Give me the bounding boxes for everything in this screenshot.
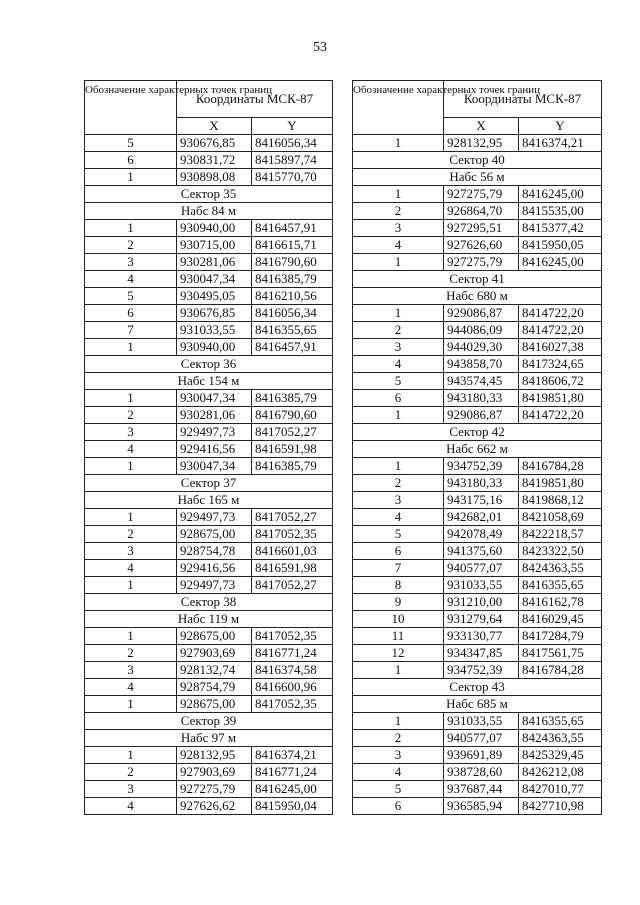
y-coordinate: 8416457,91 (252, 220, 333, 237)
table-row (353, 611, 602, 628)
point-number: 2 (353, 730, 444, 747)
y-coordinate: 8416355,65 (252, 322, 333, 339)
table-row (85, 237, 333, 254)
section-row (353, 696, 602, 713)
x-coordinate: 929497,73 (177, 509, 252, 526)
table-row (353, 305, 602, 322)
section-title: Сектор 38 (85, 594, 333, 611)
section-row (85, 713, 333, 730)
table-row (85, 509, 333, 526)
point-number: 2 (353, 475, 444, 492)
table-row (353, 390, 602, 407)
section-title: Набс 84 м (85, 203, 333, 220)
y-coordinate: 8416027,38 (519, 339, 602, 356)
y-coordinate: 8416790,60 (252, 254, 333, 271)
point-number: 8 (353, 577, 444, 594)
point-number: 1 (85, 339, 177, 356)
point-number: 1 (353, 407, 444, 424)
table-row (353, 475, 602, 492)
x-coordinate: 930047,34 (177, 458, 252, 475)
point-number: 2 (353, 203, 444, 220)
y-coordinate: 8416245,00 (519, 186, 602, 203)
y-coordinate: 8419868,12 (519, 492, 602, 509)
section-title: Сектор 40 (353, 152, 602, 169)
table-row (85, 458, 333, 475)
point-number: 4 (85, 560, 177, 577)
point-number: 1 (85, 458, 177, 475)
section-row (353, 288, 602, 305)
x-coordinate: 928675,00 (177, 696, 252, 713)
table-row (353, 560, 602, 577)
table-row (353, 237, 602, 254)
y-coordinate: 8416374,21 (252, 747, 333, 764)
y-coordinate: 8416784,28 (519, 458, 602, 475)
table-row (85, 424, 333, 441)
x-coordinate: 930831,72 (177, 152, 252, 169)
x-coordinate: 927626,62 (177, 798, 252, 815)
points-header: Обозначение характерных точек границ (85, 81, 177, 135)
point-number: 4 (353, 356, 444, 373)
y-coordinate: 8423322,50 (519, 543, 602, 560)
point-number: 1 (85, 390, 177, 407)
table-row (85, 407, 333, 424)
y-coordinate: 8416162,78 (519, 594, 602, 611)
section-title: Набс 165 м (85, 492, 333, 509)
y-coordinate: 8416245,00 (519, 254, 602, 271)
section-row (85, 594, 333, 611)
y-coordinate: 8427710,98 (519, 798, 602, 815)
x-coordinate: 927903,69 (177, 645, 252, 662)
point-number: 6 (353, 798, 444, 815)
table-row (353, 577, 602, 594)
table-row (353, 509, 602, 526)
point-number: 10 (353, 611, 444, 628)
point-number: 1 (85, 696, 177, 713)
y-header: Y (252, 118, 333, 135)
x-coordinate: 933130,77 (444, 628, 519, 645)
table-row (85, 254, 333, 271)
table-row (85, 560, 333, 577)
point-number: 4 (85, 679, 177, 696)
point-number: 7 (85, 322, 177, 339)
x-coordinate: 928132,95 (177, 747, 252, 764)
table-row (85, 543, 333, 560)
y-coordinate: 8415535,00 (519, 203, 602, 220)
x-coordinate: 927903,69 (177, 764, 252, 781)
point-number: 1 (353, 186, 444, 203)
point-number: 11 (353, 628, 444, 645)
points-header: Обозначение характерных точек границ (353, 81, 444, 135)
y-coordinate: 8415770,70 (252, 169, 333, 186)
section-title: Сектор 36 (85, 356, 333, 373)
x-coordinate: 931210,00 (444, 594, 519, 611)
y-coordinate: 8414722,20 (519, 305, 602, 322)
x-coordinate: 929086,87 (444, 407, 519, 424)
point-number: 1 (353, 135, 444, 152)
point-number: 5 (85, 288, 177, 305)
section-title: Сектор 37 (85, 475, 333, 492)
point-number: 1 (85, 220, 177, 237)
table-row (353, 203, 602, 220)
y-coordinate: 8416056,34 (252, 135, 333, 152)
table-row (85, 152, 333, 169)
x-coordinate: 942078,49 (444, 526, 519, 543)
x-coordinate: 928675,00 (177, 628, 252, 645)
y-coordinate: 8417052,35 (252, 628, 333, 645)
y-coordinate: 8416591,98 (252, 441, 333, 458)
x-coordinate: 930676,85 (177, 135, 252, 152)
section-title: Сектор 35 (85, 186, 333, 203)
section-row (353, 271, 602, 288)
section-title: Набс 662 м (353, 441, 602, 458)
table-body (85, 135, 333, 815)
point-number: 1 (353, 662, 444, 679)
table-row (85, 169, 333, 186)
table-row (85, 390, 333, 407)
x-coordinate: 940577,07 (444, 730, 519, 747)
y-coordinate: 8414722,20 (519, 407, 602, 424)
y-coordinate: 8416245,00 (252, 781, 333, 798)
table-row (353, 713, 602, 730)
table-row (85, 577, 333, 594)
x-coordinate: 928132,95 (444, 135, 519, 152)
y-coordinate: 8417284,79 (519, 628, 602, 645)
x-coordinate: 941375,60 (444, 543, 519, 560)
y-coordinate: 8416355,65 (519, 577, 602, 594)
y-coordinate: 8421058,69 (519, 509, 602, 526)
y-coordinate: 8416385,79 (252, 458, 333, 475)
point-number: 6 (353, 543, 444, 560)
section-row (85, 730, 333, 747)
point-number: 3 (85, 254, 177, 271)
table-row (85, 747, 333, 764)
y-coordinate: 8416591,98 (252, 560, 333, 577)
x-header: X (177, 118, 252, 135)
table-row (85, 441, 333, 458)
x-coordinate: 929497,73 (177, 424, 252, 441)
x-coordinate: 944029,30 (444, 339, 519, 356)
y-coordinate: 8425329,45 (519, 747, 602, 764)
y-coordinate: 8414722,20 (519, 322, 602, 339)
point-number: 1 (85, 747, 177, 764)
table-row (85, 288, 333, 305)
y-coordinate: 8415950,05 (519, 237, 602, 254)
point-number: 5 (353, 526, 444, 543)
y-coordinate: 8416771,24 (252, 645, 333, 662)
x-header: X (444, 118, 519, 135)
point-number: 4 (85, 271, 177, 288)
y-coordinate: 8417561,75 (519, 645, 602, 662)
point-number: 12 (353, 645, 444, 662)
x-coordinate: 930281,06 (177, 254, 252, 271)
section-title: Сектор 39 (85, 713, 333, 730)
table-row (85, 271, 333, 288)
x-coordinate: 934752,39 (444, 458, 519, 475)
y-coordinate: 8416771,24 (252, 764, 333, 781)
point-number: 9 (353, 594, 444, 611)
table-row (353, 135, 602, 152)
point-number: 3 (353, 339, 444, 356)
point-number: 3 (85, 662, 177, 679)
y-coordinate: 8424363,55 (519, 560, 602, 577)
section-row (85, 492, 333, 509)
table-row (353, 186, 602, 203)
table-row (85, 696, 333, 713)
table-row (353, 492, 602, 509)
x-coordinate: 943180,33 (444, 390, 519, 407)
x-coordinate: 940577,07 (444, 560, 519, 577)
section-title: Набс 56 м (353, 169, 602, 186)
table-row (85, 798, 333, 815)
point-number: 6 (85, 152, 177, 169)
x-coordinate: 942682,01 (444, 509, 519, 526)
table-row (85, 135, 333, 152)
coordinates-table-left (84, 80, 333, 815)
section-row (353, 152, 602, 169)
y-coordinate: 8419851,80 (519, 475, 602, 492)
x-coordinate: 937687,44 (444, 781, 519, 798)
y-coordinate: 8416385,79 (252, 390, 333, 407)
point-number: 5 (85, 135, 177, 152)
x-coordinate: 929416,56 (177, 560, 252, 577)
table-row (353, 254, 602, 271)
x-coordinate: 943574,45 (444, 373, 519, 390)
table-row (85, 628, 333, 645)
table-row (353, 526, 602, 543)
table-row (353, 407, 602, 424)
table-row (85, 305, 333, 322)
y-header: Y (519, 118, 602, 135)
table-row (85, 322, 333, 339)
section-row (85, 373, 333, 390)
point-number: 1 (85, 577, 177, 594)
y-coordinate: 8419851,80 (519, 390, 602, 407)
y-coordinate: 8416615,71 (252, 237, 333, 254)
point-number: 2 (85, 645, 177, 662)
y-coordinate: 8416210,56 (252, 288, 333, 305)
y-coordinate: 8415950,04 (252, 798, 333, 815)
y-coordinate: 8417052,35 (252, 696, 333, 713)
x-coordinate: 943180,33 (444, 475, 519, 492)
y-coordinate: 8417052,27 (252, 424, 333, 441)
section-row (353, 679, 602, 696)
x-coordinate: 934347,85 (444, 645, 519, 662)
point-number: 4 (85, 798, 177, 815)
table-row (85, 662, 333, 679)
x-coordinate: 928754,79 (177, 679, 252, 696)
y-coordinate: 8416374,21 (519, 135, 602, 152)
y-coordinate: 8417052,27 (252, 509, 333, 526)
section-title: Сектор 41 (353, 271, 602, 288)
point-number: 4 (353, 764, 444, 781)
y-coordinate: 8416784,28 (519, 662, 602, 679)
table-row (353, 764, 602, 781)
section-title: Набс 97 м (85, 730, 333, 747)
coords-header: Координаты МСК-87 (444, 81, 602, 118)
y-coordinate: 8416374,58 (252, 662, 333, 679)
x-coordinate: 930495,05 (177, 288, 252, 305)
point-number: 3 (353, 492, 444, 509)
x-coordinate: 927275,79 (444, 186, 519, 203)
x-coordinate: 944086,09 (444, 322, 519, 339)
section-row (353, 424, 602, 441)
table-row (85, 764, 333, 781)
point-number: 1 (85, 628, 177, 645)
point-number: 6 (85, 305, 177, 322)
page-number: 53 (313, 40, 327, 55)
point-number: 3 (85, 781, 177, 798)
table-row (353, 747, 602, 764)
x-coordinate: 943175,16 (444, 492, 519, 509)
section-title: Набс 119 м (85, 611, 333, 628)
x-coordinate: 928754,78 (177, 543, 252, 560)
point-number: 1 (353, 305, 444, 322)
x-coordinate: 931033,55 (444, 713, 519, 730)
y-coordinate: 8416355,65 (519, 713, 602, 730)
y-coordinate: 8424363,55 (519, 730, 602, 747)
table-row (85, 339, 333, 356)
section-row (85, 356, 333, 373)
x-coordinate: 930281,06 (177, 407, 252, 424)
x-coordinate: 930898,08 (177, 169, 252, 186)
x-coordinate: 929497,73 (177, 577, 252, 594)
x-coordinate: 931033,55 (177, 322, 252, 339)
section-row (353, 441, 602, 458)
point-number: 1 (353, 254, 444, 271)
section-row (85, 186, 333, 203)
x-coordinate: 930047,34 (177, 390, 252, 407)
x-coordinate: 930715,00 (177, 237, 252, 254)
y-coordinate: 8427010,77 (519, 781, 602, 798)
table-row (353, 543, 602, 560)
section-title: Набс 680 м (353, 288, 602, 305)
x-coordinate: 943858,70 (444, 356, 519, 373)
x-coordinate: 927295,51 (444, 220, 519, 237)
coords-header: Координаты МСК-87 (177, 81, 333, 118)
x-coordinate: 928675,00 (177, 526, 252, 543)
y-coordinate: 8417052,35 (252, 526, 333, 543)
x-coordinate: 927275,79 (177, 781, 252, 798)
table-row (353, 220, 602, 237)
x-coordinate: 936585,94 (444, 798, 519, 815)
y-coordinate: 8417324,65 (519, 356, 602, 373)
table-row (353, 730, 602, 747)
point-number: 3 (85, 424, 177, 441)
table-row (85, 679, 333, 696)
y-coordinate: 8417052,27 (252, 577, 333, 594)
table-row (353, 628, 602, 645)
table-row (353, 645, 602, 662)
point-number: 6 (353, 390, 444, 407)
x-coordinate: 930940,00 (177, 339, 252, 356)
y-coordinate: 8418606,72 (519, 373, 602, 390)
point-number: 2 (85, 764, 177, 781)
y-coordinate: 8416600,96 (252, 679, 333, 696)
y-coordinate: 8416056,34 (252, 305, 333, 322)
x-coordinate: 926864,70 (444, 203, 519, 220)
x-coordinate: 938728,60 (444, 764, 519, 781)
y-coordinate: 8416790,60 (252, 407, 333, 424)
x-coordinate: 934752,39 (444, 662, 519, 679)
point-number: 5 (353, 781, 444, 798)
table-row (353, 594, 602, 611)
x-coordinate: 928132,74 (177, 662, 252, 679)
y-coordinate: 8415377,42 (519, 220, 602, 237)
section-title: Набс 685 м (353, 696, 602, 713)
x-coordinate: 929416,56 (177, 441, 252, 458)
point-number: 4 (85, 441, 177, 458)
x-coordinate: 930047,34 (177, 271, 252, 288)
point-number: 4 (353, 509, 444, 526)
point-number: 4 (353, 237, 444, 254)
section-row (85, 611, 333, 628)
table-row (353, 781, 602, 798)
y-coordinate: 8422218,57 (519, 526, 602, 543)
point-number: 1 (85, 509, 177, 526)
table-row (353, 458, 602, 475)
table-row (85, 781, 333, 798)
section-title: Набс 154 м (85, 373, 333, 390)
point-number: 1 (353, 713, 444, 730)
point-number: 5 (353, 373, 444, 390)
x-coordinate: 939691,89 (444, 747, 519, 764)
table-row (353, 798, 602, 815)
x-coordinate: 927275,79 (444, 254, 519, 271)
y-coordinate: 8415897,74 (252, 152, 333, 169)
point-number: 2 (85, 526, 177, 543)
y-coordinate: 8416457,91 (252, 339, 333, 356)
point-number: 1 (353, 458, 444, 475)
y-coordinate: 8416601,03 (252, 543, 333, 560)
point-number: 2 (85, 237, 177, 254)
point-number: 3 (353, 220, 444, 237)
table-row (353, 662, 602, 679)
section-row (85, 475, 333, 492)
section-title: Сектор 42 (353, 424, 602, 441)
point-number: 3 (353, 747, 444, 764)
coordinates-table-right (352, 80, 602, 815)
table-row (85, 645, 333, 662)
x-coordinate: 927626,60 (444, 237, 519, 254)
point-number: 2 (85, 407, 177, 424)
y-coordinate: 8416385,79 (252, 271, 333, 288)
point-number: 2 (353, 322, 444, 339)
y-coordinate: 8426212,08 (519, 764, 602, 781)
x-coordinate: 930940,00 (177, 220, 252, 237)
table-body (353, 135, 602, 815)
point-number: 7 (353, 560, 444, 577)
x-coordinate: 930676,85 (177, 305, 252, 322)
table-row (353, 356, 602, 373)
table-row (85, 220, 333, 237)
table-row (85, 526, 333, 543)
point-number: 1 (85, 169, 177, 186)
x-coordinate: 931033,55 (444, 577, 519, 594)
point-number: 3 (85, 543, 177, 560)
y-coordinate: 8416029,45 (519, 611, 602, 628)
section-row (85, 203, 333, 220)
table-row (353, 322, 602, 339)
section-title: Сектор 43 (353, 679, 602, 696)
x-coordinate: 929086,87 (444, 305, 519, 322)
x-coordinate: 931279,64 (444, 611, 519, 628)
table-row (353, 339, 602, 356)
table-row (353, 373, 602, 390)
section-row (353, 169, 602, 186)
